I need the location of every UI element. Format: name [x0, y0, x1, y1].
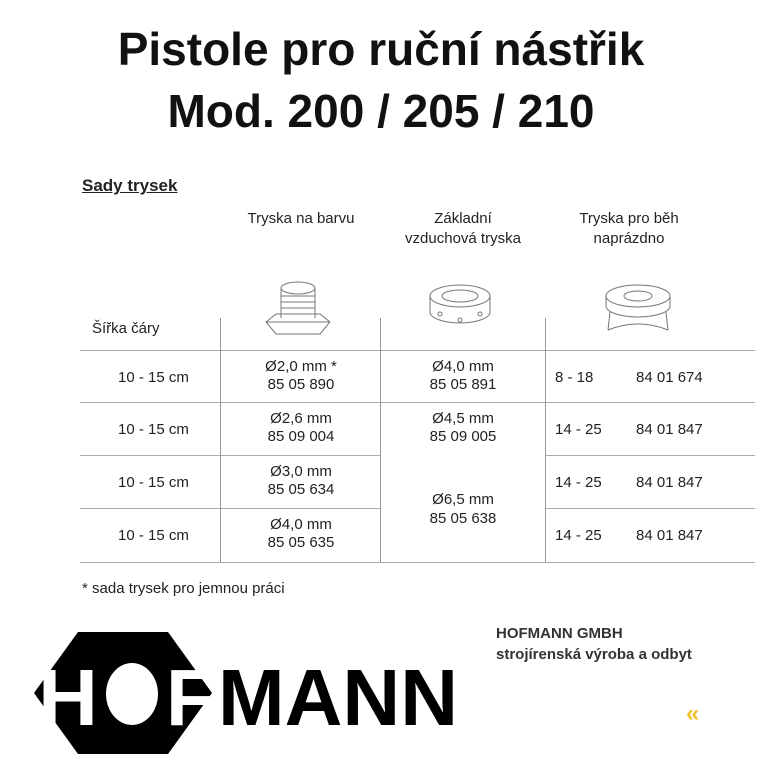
- header-paint-nozzle: Tryska na barvu: [247, 210, 355, 227]
- paint-code: 85 05 634: [267, 481, 335, 498]
- idle-code: 84 01 674: [636, 369, 703, 386]
- air-code: 85 05 638: [429, 510, 497, 527]
- idle-code: 84 01 847: [636, 421, 703, 438]
- air-size: Ø4,5 mm: [432, 410, 494, 427]
- idle-code: 84 01 847: [636, 474, 703, 491]
- row-line-width: 10 - 15 cm: [118, 474, 189, 491]
- header-air-nozzle-2: vzduchová tryska: [405, 230, 521, 247]
- section-heading: Sady trysek: [82, 176, 178, 195]
- header-air-nozzle-1: Základní: [434, 210, 492, 227]
- header-idle-nozzle-1: Tryska pro běh: [579, 210, 679, 227]
- back-chevron-icon[interactable]: «: [686, 700, 700, 727]
- header-idle-nozzle-2: naprázdno: [593, 230, 665, 247]
- idle-range: 14 - 25: [555, 527, 602, 544]
- row-line-width: 10 - 15 cm: [118, 369, 189, 386]
- air-code: 85 09 005: [429, 428, 497, 445]
- paint-size: Ø2,6 mm: [270, 410, 332, 427]
- company-name: HOFMANN GMBH: [496, 625, 623, 642]
- air-size: Ø6,5 mm: [432, 491, 494, 508]
- row-line-width: 10 - 15 cm: [118, 527, 189, 544]
- title-line1: Pistole pro ruční nástřik: [117, 23, 645, 75]
- paint-code: 85 09 004: [267, 428, 335, 445]
- air-nozzle-icon: [420, 282, 500, 332]
- company-subtitle: strojírenská výroba a odbyt: [496, 646, 692, 663]
- title-line2: Mod. 200 / 205 / 210: [167, 85, 595, 137]
- svg-text:F: F: [166, 653, 214, 742]
- paint-size: Ø3,0 mm: [270, 463, 332, 480]
- paint-size: Ø4,0 mm: [270, 516, 332, 533]
- idle-range: 8 - 18: [555, 369, 594, 386]
- air-size: Ø4,0 mm: [432, 358, 494, 375]
- paint-code: 85 05 890: [267, 376, 335, 393]
- idle-nozzle-icon: [598, 282, 678, 338]
- idle-code: 84 01 847: [636, 527, 703, 544]
- svg-text:MANN: MANN: [218, 653, 458, 742]
- paint-code: 85 05 635: [267, 534, 335, 551]
- air-code: 85 05 891: [429, 376, 497, 393]
- idle-range: 14 - 25: [555, 474, 602, 491]
- svg-text:H: H: [38, 653, 98, 742]
- hofmann-logo: [28, 628, 468, 758]
- paint-nozzle-icon: [258, 278, 338, 342]
- idle-range: 14 - 25: [555, 421, 602, 438]
- row-line-width: 10 - 15 cm: [118, 421, 189, 438]
- header-line-width: Šířka čáry: [92, 320, 160, 337]
- paint-size: Ø2,0 mm *: [265, 358, 337, 375]
- footnote: * sada trysek pro jemnou práci: [82, 580, 285, 597]
